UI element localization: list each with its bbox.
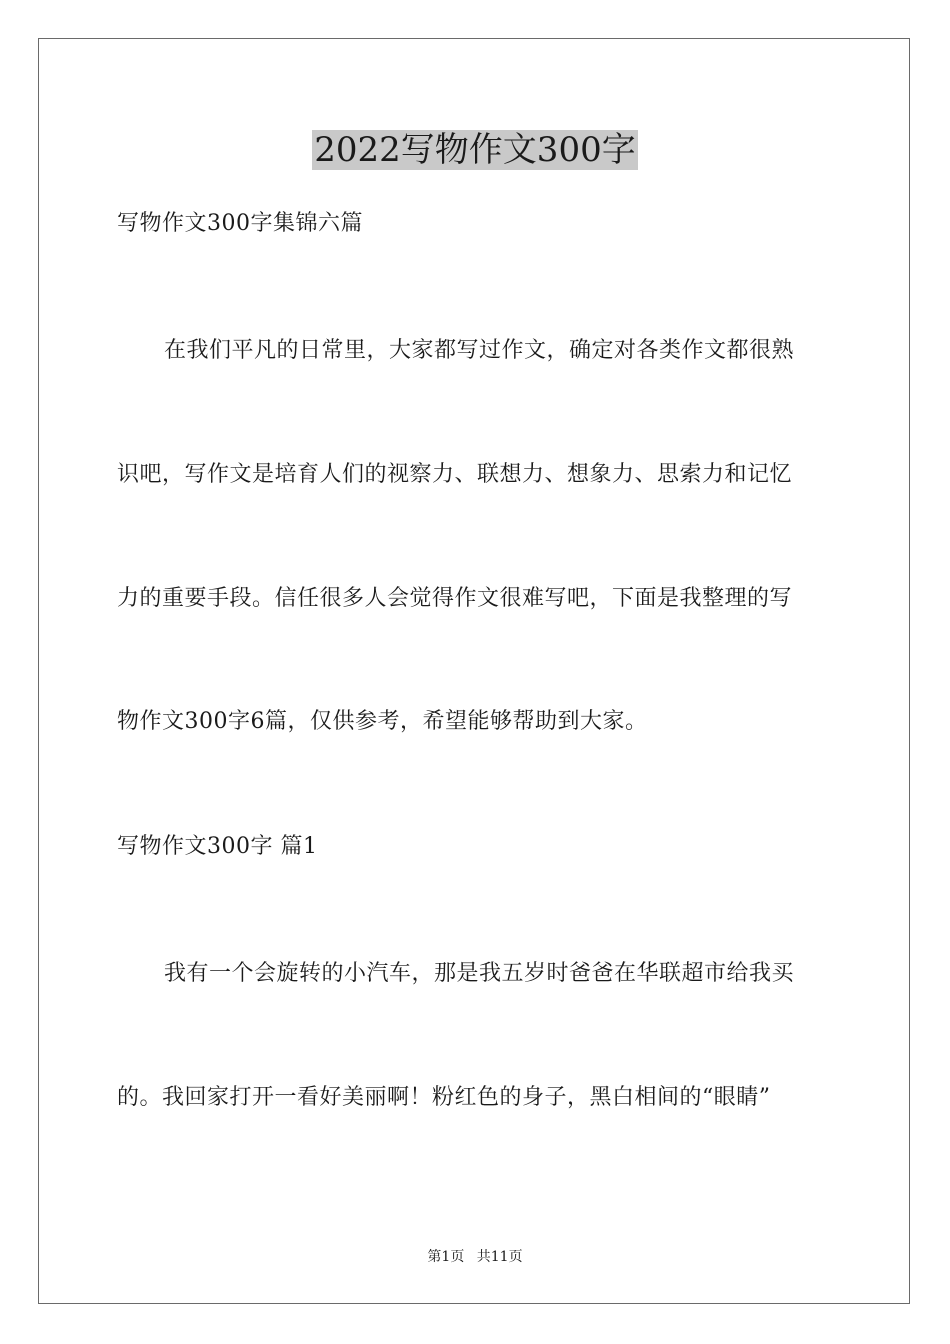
document-title [0, 128, 950, 172]
document-title-text: 2022写物作文300字 [314, 130, 636, 170]
paragraph-line: 识吧，写作文是培育人们的视察力、联想力、想象力、思索力和记忆 [117, 462, 793, 487]
document-subtitle: 写物作文300字集锦六篇 [117, 211, 363, 236]
paragraph-line: 我有一个会旋转的小汽车，那是我五岁时爸爸在华联超市给我买 [164, 961, 795, 986]
paragraph-line: 在我们平凡的日常里，大家都写过作文，确定对各类作文都很熟 [164, 338, 795, 363]
paragraph-line: 力的重要手段。信任很多人会觉得作文很难写吧，下面是我整理的写 [117, 586, 793, 611]
section-heading: 写物作文300字 篇1 [117, 834, 318, 859]
paragraph-line: 物作文300字6篇，仅供参考，希望能够帮助到大家。 [117, 709, 648, 734]
paragraph-line: 的。我回家打开一看好美丽啊！粉红色的身子，黑白相间的“眼睛” [117, 1085, 771, 1110]
page-number-footer: 第1页 共11页 [427, 1249, 523, 1265]
